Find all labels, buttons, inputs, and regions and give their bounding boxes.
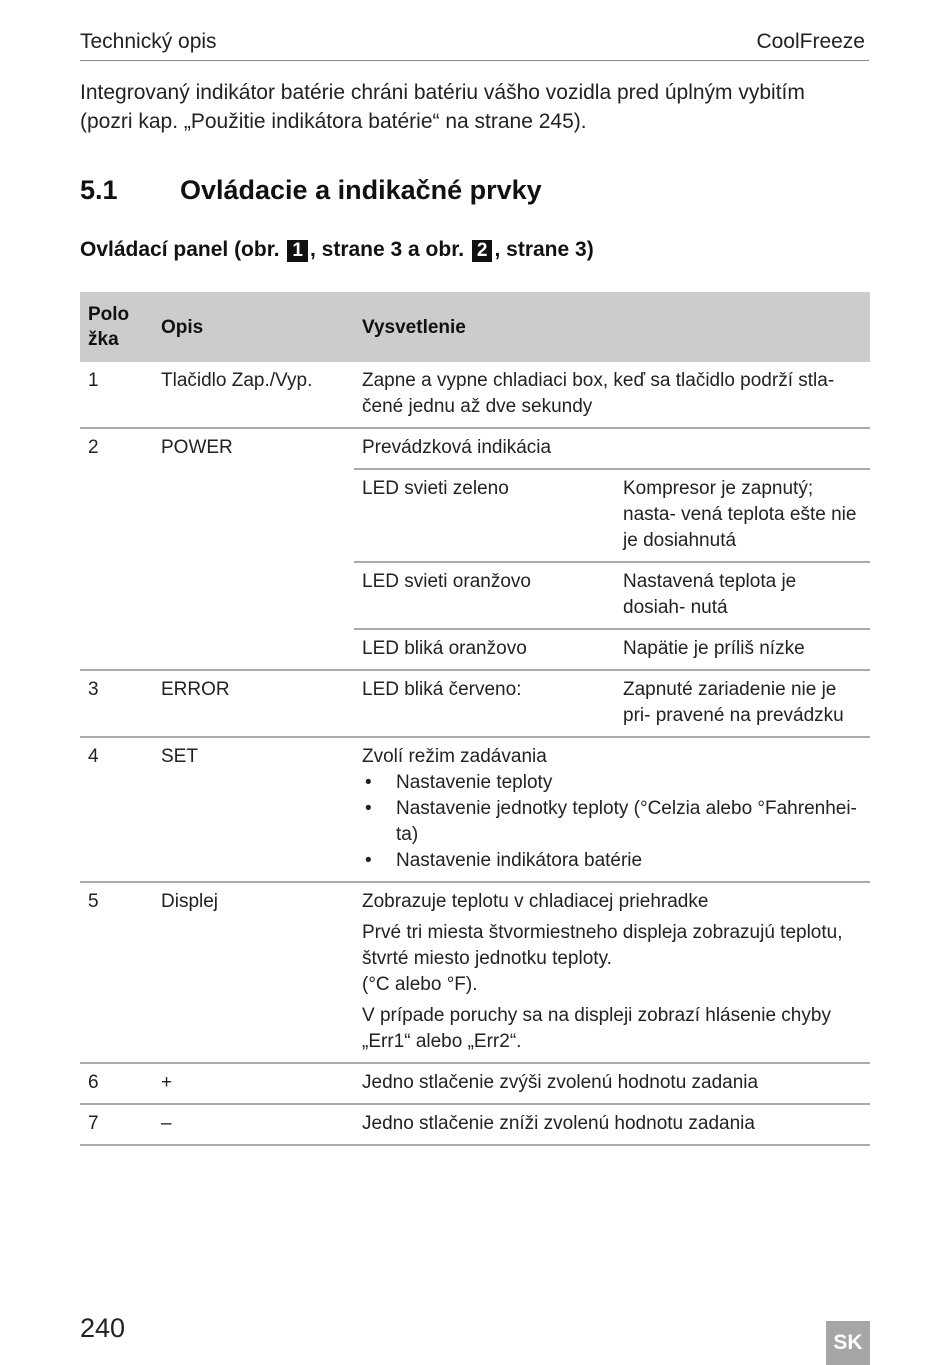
explanation-line: štvrté miesto jednotku teploty. <box>362 948 612 969</box>
row-number: 7 <box>80 1104 153 1145</box>
row-explanation: Jedno stlačenie zníži zvolenú hodnotu zadania <box>354 1104 870 1145</box>
table-row <box>80 1063 870 1104</box>
led-meaning: Nastavená teplota je dosiah- nutá <box>615 562 870 629</box>
row-explanation <box>354 882 870 1063</box>
table-row <box>80 670 870 737</box>
explanation-line: (°C alebo °F). <box>362 974 478 995</box>
row-number: 2 <box>80 428 153 670</box>
explanation-paragraph <box>362 920 862 998</box>
table-header-row <box>80 292 870 362</box>
language-badge: SK <box>826 1321 870 1365</box>
header-description: Opis <box>153 292 354 362</box>
section-number: 5.1 <box>80 175 118 205</box>
header-position: Polo žka <box>80 292 153 362</box>
led-state: LED bliká červeno: <box>354 670 615 737</box>
subheading-part-3: , strane 3) <box>494 238 594 261</box>
table-row <box>80 1104 870 1145</box>
intro-paragraph <box>80 78 869 136</box>
subheading <box>80 238 594 262</box>
header-product-name: CoolFreeze <box>756 30 865 53</box>
explanation-intro: Zvolí režim zadávania <box>362 746 547 767</box>
list-item: • Nastavenie teploty <box>362 770 862 796</box>
row-number: 5 <box>80 882 153 1063</box>
row-explanation: Zapne a vypne chladiaci box, keď sa tlačidlo podrží stla- čené jednu až dve sekundy <box>354 362 870 428</box>
header-explanation: Vysvetlenie <box>354 292 870 362</box>
led-meaning: Napätie je príliš nízke <box>615 629 870 670</box>
header-doc-type: Technický opis <box>80 30 217 53</box>
subheading-part-2: , strane 3 a obr. <box>309 238 465 261</box>
row-label: ERROR <box>153 670 354 737</box>
row-explanation <box>354 737 870 882</box>
explanation-paragraph: Zobrazuje teplotu v chladiacej priehradke <box>362 891 709 912</box>
table-row <box>80 362 870 428</box>
figure-ref-1: 1 <box>287 240 308 262</box>
row-label: – <box>153 1104 354 1145</box>
table-row <box>80 882 870 1063</box>
led-state: LED svieti oranžovo <box>354 562 615 629</box>
row-explanation: Jedno stlačenie zvýši zvolenú hodnotu zadania <box>354 1063 870 1104</box>
section-title: Ovládacie a indikačné prvky <box>180 175 542 205</box>
row-label: Tlačidlo Zap./Vyp. <box>153 362 354 428</box>
intro-line-2: (pozri kap. „Použitie indikátora batérie“ na strane 245). <box>80 110 587 133</box>
intro-line-1: Integrovaný indikátor batérie chráni batériu vášho vozidla pred úplným vybitím <box>80 81 805 104</box>
list-item: • Nastavenie indikátora batérie <box>362 848 862 874</box>
page-header <box>80 28 869 61</box>
subheading-part-1: Ovládací panel (obr. <box>80 238 280 261</box>
row-number: 4 <box>80 737 153 882</box>
row-explanation: Prevádzková indikácia <box>354 428 870 469</box>
row-number: 1 <box>80 362 153 428</box>
list-item: • Nastavenie jednotky teploty (°Celzia alebo °Fahrenhei- ta) <box>362 796 862 848</box>
row-label: SET <box>153 737 354 882</box>
explanation-paragraph: V prípade poruchy sa na displeji zobrazí hlásenie chyby „Err1“ alebo „Err2“. <box>362 1005 831 1052</box>
bullet-list <box>362 770 862 874</box>
page-number: 240 <box>80 1313 126 1343</box>
row-number: 6 <box>80 1063 153 1104</box>
led-meaning: Zapnuté zariadenie nie je pri- pravené na prevádzku <box>615 670 870 737</box>
row-label: Displej <box>153 882 354 1063</box>
explanation-line: Prvé tri miesta štvormiestneho displeja zobrazujú teplotu, <box>362 922 843 943</box>
table-row <box>80 428 870 469</box>
led-meaning: Kompresor je zapnutý; nasta- vená teplota ešte nie je dosiahnutá <box>615 469 870 562</box>
led-state: LED svieti zeleno <box>354 469 615 562</box>
control-panel-table <box>80 292 870 1146</box>
led-state: LED bliká oranžovo <box>354 629 615 670</box>
row-label: + <box>153 1063 354 1104</box>
figure-ref-2: 2 <box>472 240 493 262</box>
table-row <box>80 737 870 882</box>
row-number: 3 <box>80 670 153 737</box>
row-label: POWER <box>153 428 354 670</box>
